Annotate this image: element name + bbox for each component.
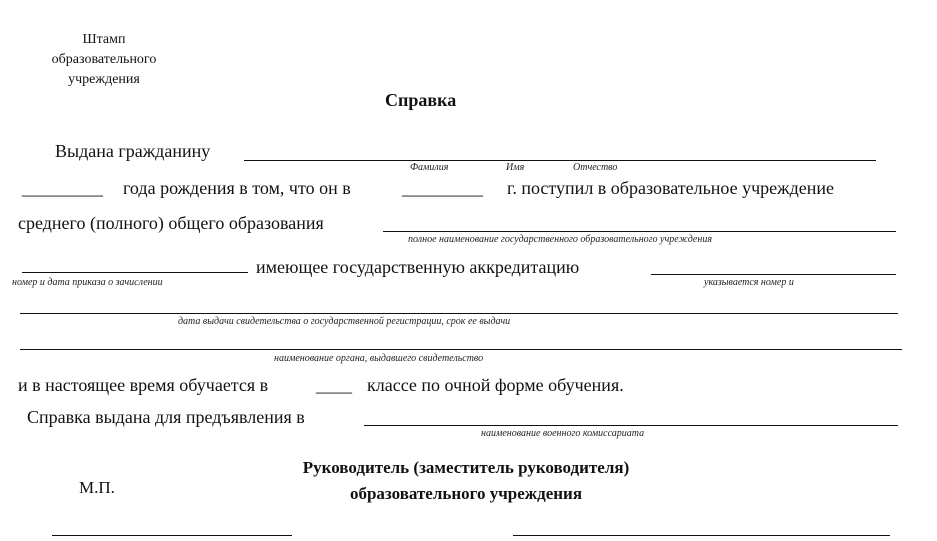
seal-place: М.П.	[79, 478, 115, 497]
accreditation-line	[651, 274, 896, 275]
accreditation-text: имеющее государственную аккредитацию	[256, 257, 580, 277]
hint-military-office: наименование военного комиссариата	[481, 428, 645, 439]
certificate-line	[20, 313, 898, 314]
document-title: Справка	[385, 90, 457, 110]
signature-title-line-1: Руководитель (заместитель руководителя)	[302, 458, 630, 477]
hint-certificate: дата выдачи свидетельства о государственной регистрации, срок ее выдачи	[178, 316, 511, 327]
signature-title	[236, 458, 696, 504]
signature-line-left	[52, 535, 292, 536]
issued-for-text: Справка выдана для предъявления в	[27, 407, 305, 427]
hint-patronymic: Отчество	[573, 162, 618, 173]
signature-title-line-2: образовательного учреждения	[349, 484, 583, 503]
stamp-line-1: Штамп	[82, 32, 126, 47]
issuing-organ-line	[20, 349, 902, 350]
study-text-start: и в настоящее время обучается в	[18, 375, 269, 395]
birth-year-blank: _________	[22, 178, 103, 198]
stamp-line-3: учреждения	[68, 72, 140, 87]
institution-name-line	[383, 231, 896, 232]
signature-line-right	[513, 535, 890, 536]
class-blank: ____	[316, 375, 352, 395]
issued-to-label: Выдана гражданину	[55, 141, 211, 161]
stamp-block	[14, 30, 194, 90]
hint-issuing-organ: наименование органа, выдавшего свидетельство	[274, 353, 484, 364]
admission-year-blank: _________	[402, 178, 483, 198]
hint-number: указывается номер и	[704, 277, 794, 288]
admission-text: г. поступил в образовательное учреждение	[507, 178, 835, 198]
hint-name: Имя	[506, 162, 525, 173]
hint-order-number-date: номер и дата приказа о зачислении	[12, 277, 163, 288]
stamp-line-2: образовательного	[51, 52, 157, 67]
military-office-line	[364, 425, 898, 426]
order-line	[22, 272, 248, 273]
education-type-text: среднего (полного) общего образования	[18, 213, 324, 233]
hint-surname: Фамилия	[410, 162, 449, 173]
study-text-end: классе по очной форме обучения.	[367, 375, 624, 395]
birth-year-text: года рождения в том, что он в	[123, 178, 351, 198]
citizen-name-line	[244, 160, 876, 161]
hint-full-institution-name: полное наименование государственного образовательного учреждения	[408, 234, 712, 245]
